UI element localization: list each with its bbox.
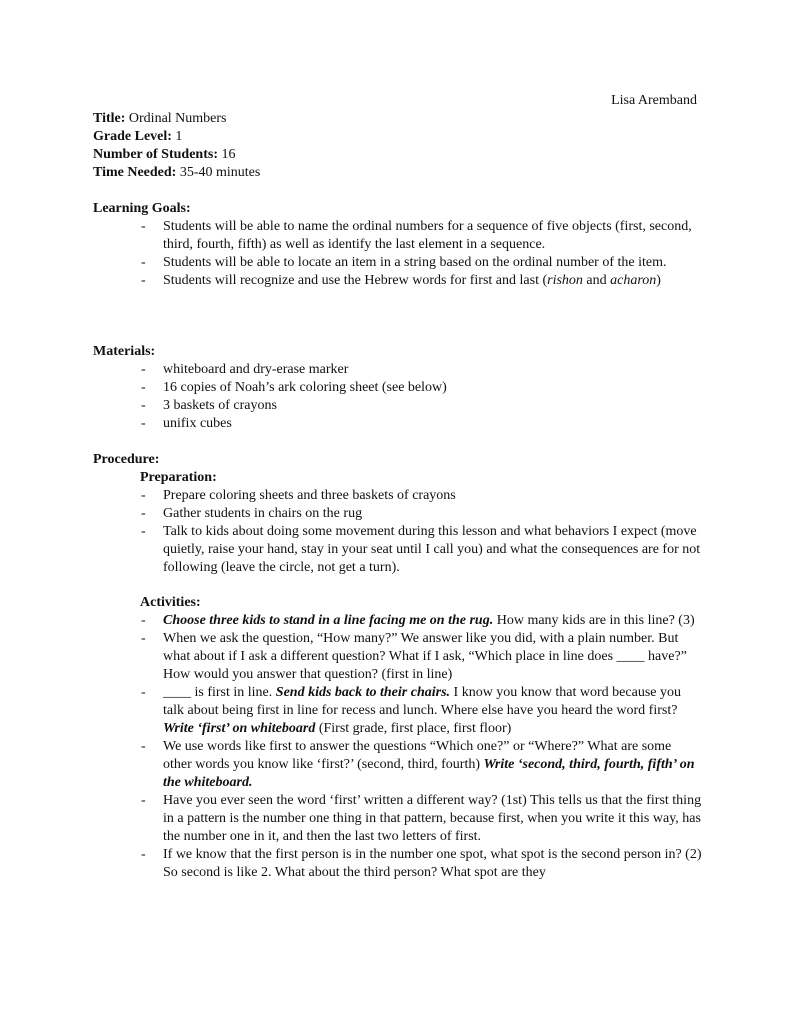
activities-heading: Activities: <box>140 595 201 610</box>
preparation-list <box>93 487 703 577</box>
learning-goals-section <box>93 200 703 290</box>
time-line: Time Needed: 35-40 minutes <box>93 165 261 180</box>
section-heading: Procedure: <box>93 452 160 467</box>
preparation-heading: Preparation: <box>140 470 217 485</box>
list-item: - When we ask the question, “How many?” We answer like you did, with a plain number. But what about if I ask a different question? What if I ask, “Which place in line does ____ have?” How would you answer that question? (first in line) <box>141 631 687 682</box>
goals-list <box>93 218 703 290</box>
list-item: - If we know that the first person is in the number one spot, what spot is the second person in? (2) So second is like 2. What about the third person? What spot are they <box>141 847 702 880</box>
grade-line: Grade Level: 1 <box>93 129 183 144</box>
list-item: - Gather students in chairs on the rug <box>141 506 363 521</box>
list-item: - unifix cubes <box>141 416 232 431</box>
list-item: - Students will be able to name the ordinal numbers for a sequence of five objects (first, second, third, fourth, fifth) as well as identify the last element in a sequence. <box>141 219 692 252</box>
author-name: Lisa Aremband <box>611 93 697 108</box>
title-line: Title: Ordinal Numbers <box>93 111 227 126</box>
list-item: - whiteboard and dry-erase marker <box>141 362 349 377</box>
lesson-header <box>93 110 703 182</box>
list-item: - Students will be able to locate an item in a string based on the ordinal number of the item. <box>141 255 667 270</box>
activities-section <box>93 594 703 882</box>
list-item: - Talk to kids about doing some movement during this lesson and what behaviors I expect (move quietly, raise your hand, stay in your seat until I call you) and what the consequences are for not following (leave the circle, not get a turn). <box>141 524 701 575</box>
list-item: - Prepare coloring sheets and three baskets of crayons <box>141 488 456 503</box>
section-heading: Learning Goals: <box>93 201 191 216</box>
materials-list <box>93 361 703 433</box>
section-heading: Materials: <box>93 344 156 359</box>
procedure-section <box>93 451 703 577</box>
list-item: - ____ is first in line. Send kids back to their chairs. I know you know that word because you talk about being first in line for recess and lunch. Where else have you heard the word first? Write ‘first’ on whiteboard (First grade, first place, first floor) <box>141 685 681 736</box>
activities-list <box>93 612 703 882</box>
list-item: - 16 copies of Noah’s ark coloring sheet (see below) <box>141 380 447 395</box>
list-item: - Students will recognize and use the Hebrew words for first and last (rishon and acharon) <box>141 273 661 288</box>
list-item: - Choose three kids to stand in a line facing me on the rug. How many kids are in this line? (3) <box>141 613 695 628</box>
list-item: - 3 baskets of crayons <box>141 398 277 413</box>
list-item: - Have you ever seen the word ‘first’ written a different way? (1st) This tells us that the first thing in a pattern is the number one thing in that pattern, because first, when you write it this way, has the number one in it, and then the last two letters of first. <box>141 793 702 844</box>
students-line: Number of Students: 16 <box>93 147 236 162</box>
materials-section <box>93 343 703 433</box>
list-item: - We use words like first to answer the questions “Which one?” or “Where?” What are some other words you know like ‘first?’ (second, third, fourth) Write ‘second, third, fourth, fifth’ on the whiteboard. <box>141 739 695 790</box>
